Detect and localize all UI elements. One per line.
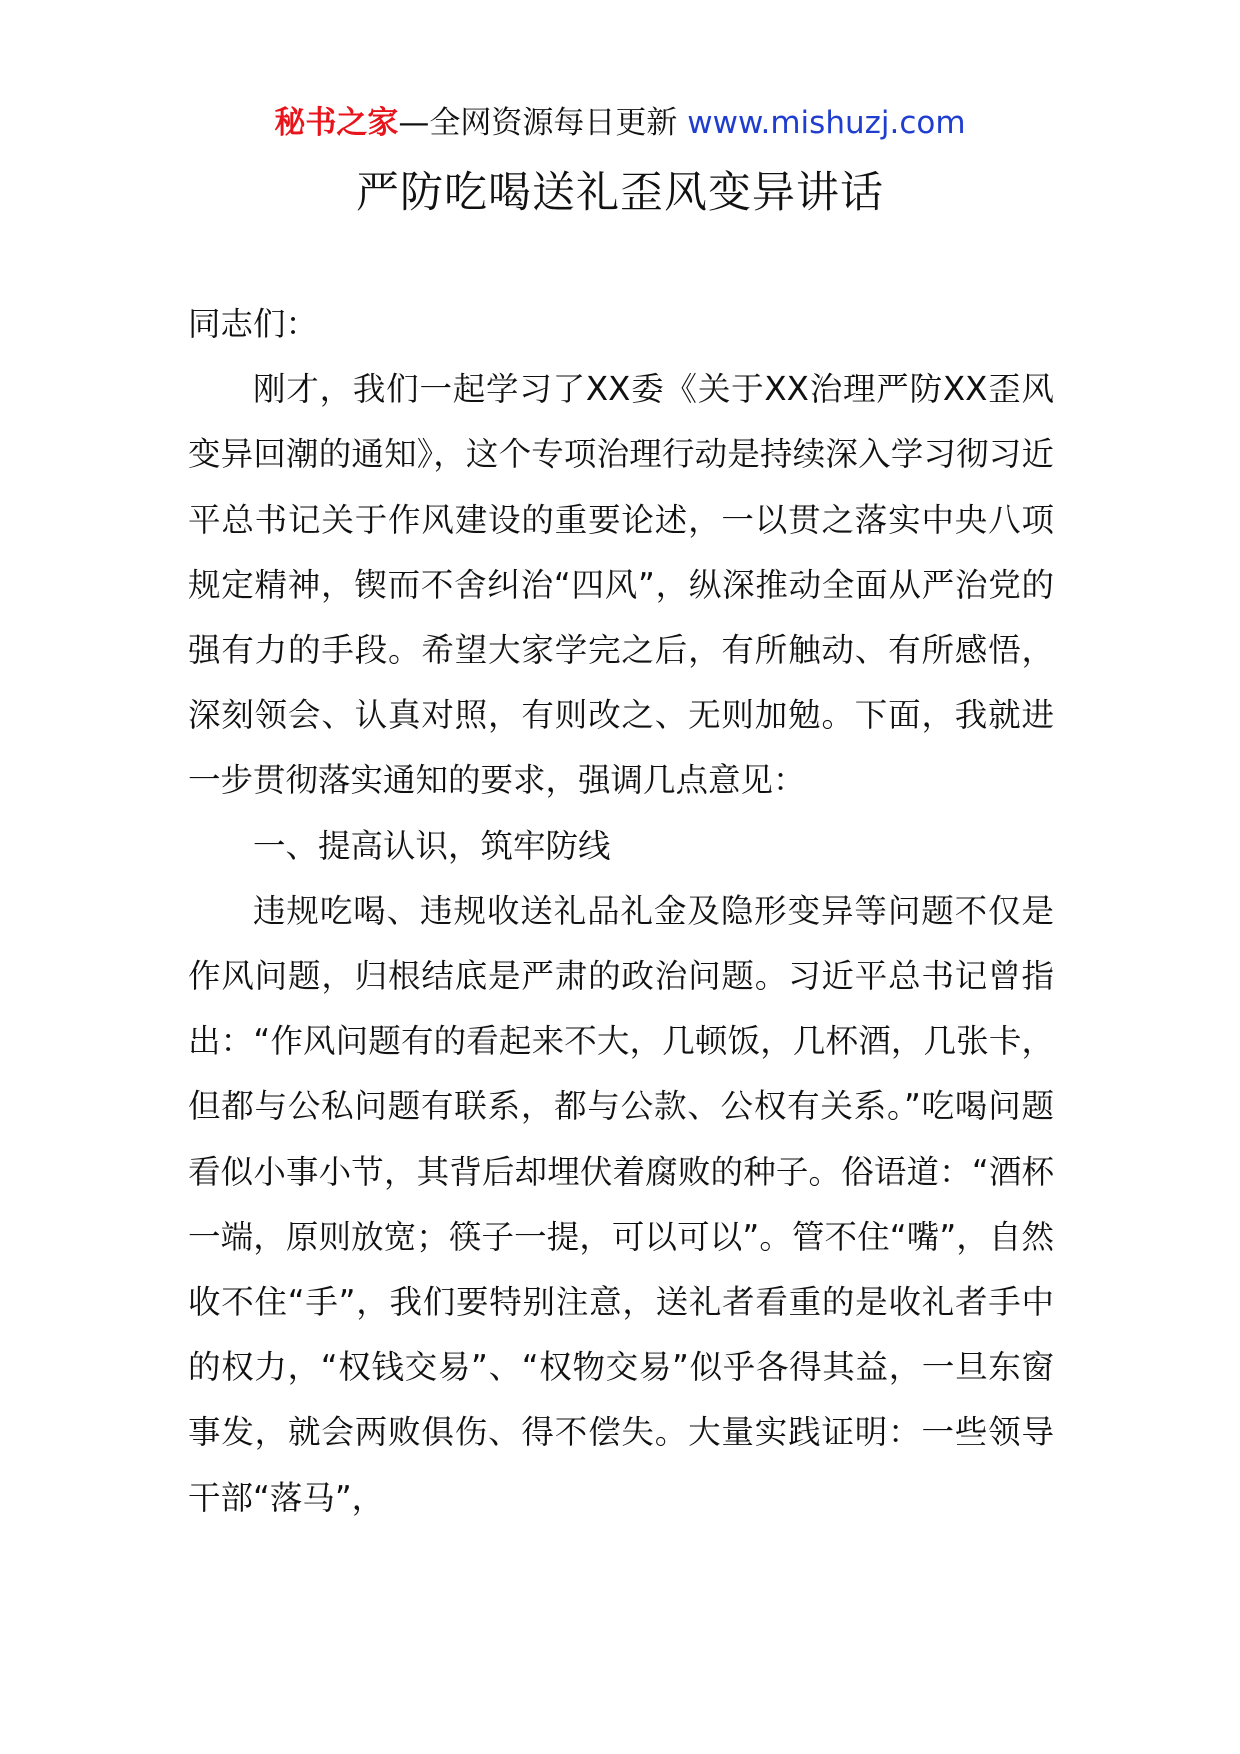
document-title: 严防吃喝送礼歪风变异讲话 <box>356 168 884 218</box>
site-tagline: —全网资源每日更新 <box>398 105 678 141</box>
salutation: 同志们： <box>188 305 319 343</box>
site-url-link[interactable]: www.mishuzj.com <box>687 105 966 141</box>
paragraph-intro: 刚才，我们一起学习了XX委《关于XX治理严防XX歪风变异回潮的通知》，这个专项治理行动是持续深入学习彻习近平总书记关于作风建设的重要论述，一以贯之落实中央八项规定精神，锲而不舍纠治“四风”，纵深推动全面从严治党的强有力的手段。希望大家学完之后，有所触动、有所感悟，深刻领会、认真对照，有则改之、无则加勉。下面，我就进一步贯彻落实通知的要求，强调几点意见： <box>188 370 1054 800</box>
section-heading-1: 一、提高认识，筑牢防线 <box>253 826 611 865</box>
document-body <box>188 292 1054 1531</box>
site-brand: 秘书之家 <box>274 105 399 141</box>
site-header <box>0 100 1240 146</box>
paragraph-section-1: 违规吃喝、违规收送礼品礼金及隐形变异等问题不仅是作风问题，归根结底是严肃的政治问题。习近平总书记曾指出：“作风问题有的看起来不大，几顿饭，几杯酒，几张卡，但都与公私问题有联系，都与公款、公权有关系。”吃喝问题看似小事小节，其背后却埋伏着腐败的种子。俗语道：“酒杯一端，原则放宽；筷子一提，可以可以”。管不住“嘴”，自然收不住“手”，我们要特别注意，送礼者看重的是收礼者手中的权力，“权钱交易”、“权物交易”似乎各得其益，一旦东窗事发，就会两败俱伤、得不偿失。大量实践证明：一些领导干部“落马”， <box>188 891 1054 1517</box>
